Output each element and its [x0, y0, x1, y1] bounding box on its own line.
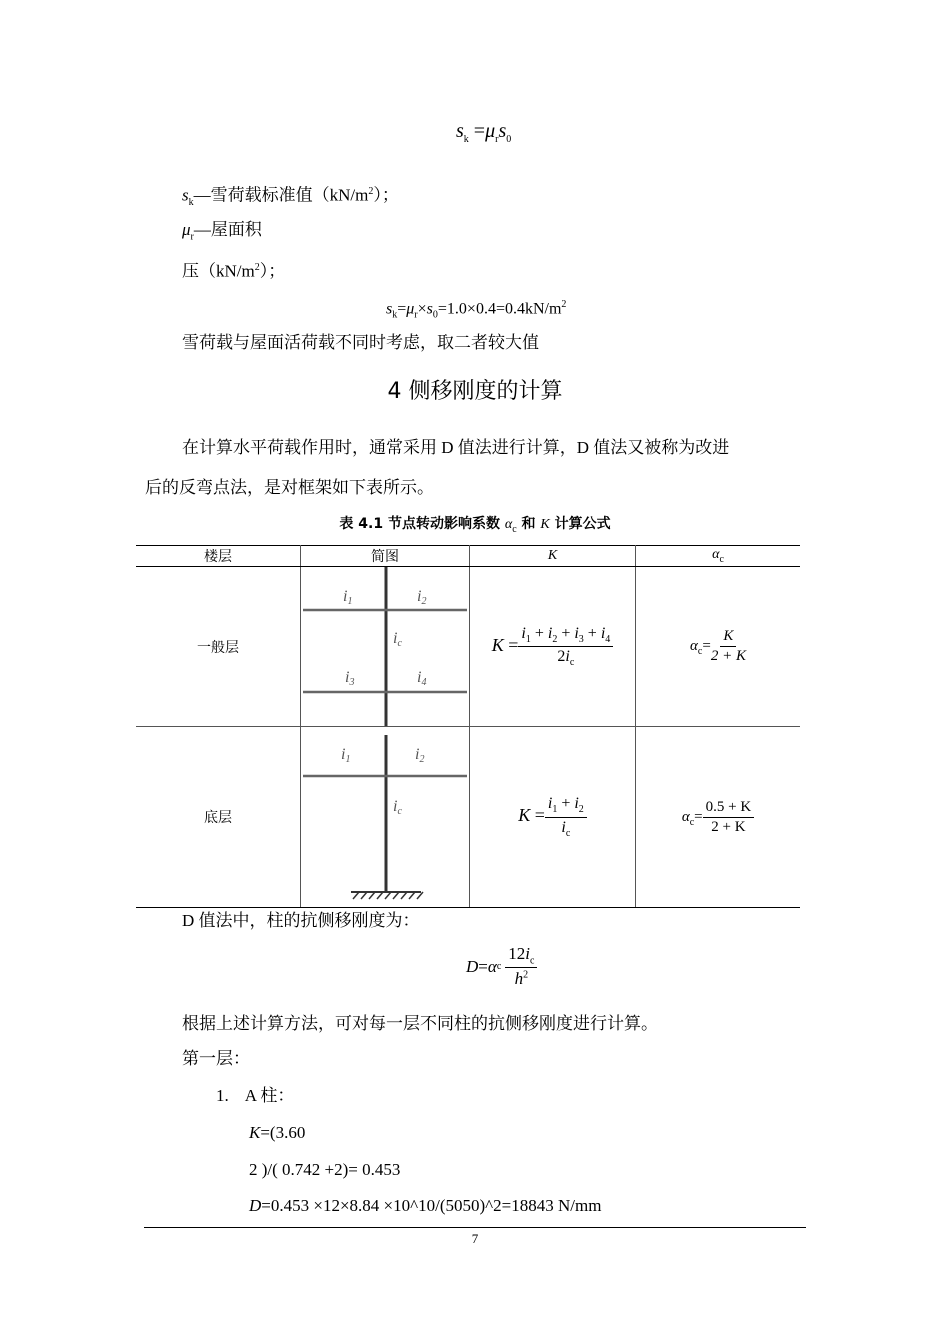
k-formula-cell	[470, 567, 636, 727]
svg-text:i3	[345, 669, 354, 688]
k-num-plus: +	[557, 795, 575, 813]
formula-sub: 0	[506, 134, 512, 145]
k-num-i: i	[547, 624, 553, 642]
diagram-i: i	[393, 798, 398, 815]
d-method-intro: D 值法中，柱的抗侧移刚度为：	[182, 911, 420, 930]
k-calc-rest: =(3.60	[260, 1123, 306, 1142]
k-num-i: i	[574, 795, 579, 813]
d-calc-rest: =0.453 ×12×8.84 ×10^10/(5050)^2=18843 N/mm	[261, 1196, 602, 1215]
alpha-denominator: 2 + K	[710, 648, 746, 664]
formula-sub: r	[495, 134, 499, 145]
alpha-fraction	[711, 628, 746, 665]
svg-text:i1	[341, 746, 350, 765]
k-lhs: K	[518, 805, 531, 826]
k-num-sub: 4	[605, 634, 611, 645]
calc-s: s	[386, 300, 393, 318]
header-floor: 楼层	[136, 546, 301, 567]
diagram-sub: 2	[421, 596, 427, 607]
section-title: 4 侧移刚度的计算	[387, 379, 563, 404]
k-numerator	[545, 795, 587, 817]
diagram-i: i	[415, 746, 420, 763]
d-calc-line	[249, 1195, 601, 1217]
def-sup: 2	[254, 262, 260, 273]
diagram-sub: 1	[347, 596, 353, 607]
d-num-n: 12	[508, 944, 526, 963]
def-tail: ）；	[259, 261, 286, 281]
calc-s0: s	[426, 300, 433, 318]
ground-floor-diagram	[301, 727, 467, 907]
alpha-lhs: α	[681, 808, 690, 825]
intro-paragraph-line2: 后的反弯点法，是对框架如下表所示。	[145, 478, 434, 497]
floor-cell: 一般层	[136, 567, 301, 727]
snow-note: 雪荷载与屋面活荷载不同时考虑，取二者较大值	[182, 333, 539, 352]
header-alpha	[636, 546, 801, 567]
k-formula-cell	[470, 727, 636, 908]
alpha-numerator: 0.5 + K	[703, 799, 755, 818]
caption-alpha-sub: c	[512, 523, 517, 535]
def-text: —屋面积	[193, 220, 262, 239]
caption-k: K	[540, 517, 550, 532]
d-num-i: i	[525, 944, 530, 963]
svg-text:ic	[393, 798, 402, 817]
d-formula	[466, 944, 537, 989]
calc-sub: r	[414, 309, 418, 321]
d-alpha: α	[487, 956, 497, 976]
formula-eq: =	[473, 120, 486, 142]
diagram-i: i	[345, 669, 350, 686]
header-diagram: 简图	[301, 546, 470, 567]
k-den-sub: c	[565, 827, 571, 839]
diagram-cell	[301, 567, 470, 727]
calc-sub: k	[392, 309, 398, 321]
definition-pressure	[182, 257, 285, 283]
method-text: 根据上述计算方法，可对每一层不同柱的抗侧移刚度进行计算。	[182, 1014, 658, 1033]
diagram-cell	[301, 727, 470, 908]
def-sub: k	[188, 197, 194, 209]
def-symbol: μ	[182, 220, 191, 239]
diagram-i: i	[341, 746, 346, 763]
intro-paragraph-line1: 在计算水平荷载作用时，通常采用 D 值法进行计算，D 值法又被称为改进	[182, 438, 730, 457]
svg-text:i4	[417, 669, 426, 688]
k-lhs: K	[491, 634, 504, 655]
k-fraction	[518, 625, 613, 668]
alpha-eq: =	[694, 808, 703, 825]
d-den-h: h	[514, 969, 524, 989]
svg-text:i1	[343, 588, 352, 607]
k-num-i: i	[574, 624, 579, 642]
table-caption	[0, 513, 950, 535]
alpha-formula-cell	[636, 727, 801, 908]
k-eq: =	[534, 805, 545, 826]
d-denominator	[515, 968, 529, 989]
diagram-sub: 1	[345, 754, 351, 765]
k-denominator	[561, 818, 570, 839]
diagram-sub: 3	[349, 677, 355, 688]
list-item-a-column	[216, 1085, 294, 1107]
alpha-denominator: 2 + K	[711, 818, 746, 835]
k-den-i: i	[565, 648, 570, 665]
d-numerator	[505, 944, 537, 968]
k-calc-sym: K	[249, 1123, 261, 1142]
k-num-sub: 1	[525, 634, 531, 645]
d-sym: D	[466, 956, 479, 976]
definition-mu	[182, 219, 262, 248]
alpha-eq: =	[702, 637, 711, 654]
alpha-formula-cell	[636, 567, 801, 727]
k-calc-line2: 2 )/( 0.742 +2)= 0.453	[249, 1160, 401, 1179]
def-symbol: s	[182, 185, 189, 205]
def-text: —雪荷载标准值（kN/m	[193, 185, 369, 205]
diagram-i: i	[417, 588, 422, 605]
list-label: A 柱：	[244, 1086, 295, 1105]
k-num-sub: 1	[552, 804, 558, 816]
caption-mid: 和	[516, 516, 541, 532]
diagram-sub: c	[397, 638, 402, 649]
calc-sup: 2	[561, 299, 567, 310]
alpha-sub: c	[697, 645, 703, 657]
formula-snow-load	[456, 120, 511, 145]
diagram-i: i	[417, 669, 422, 686]
k-num-plus: +	[583, 624, 601, 642]
caption-alpha: α	[504, 517, 513, 532]
alpha-fraction	[703, 799, 755, 836]
svg-text:i2	[415, 746, 424, 765]
list-number: 1.	[216, 1086, 229, 1105]
k-numerator	[518, 625, 613, 647]
diagram-sub: c	[397, 806, 402, 817]
floor-cell: 底层	[136, 727, 301, 908]
d-alpha-sub: c	[496, 961, 502, 973]
general-floor-diagram	[301, 567, 467, 726]
def-sup: 2	[368, 186, 374, 197]
k-num-sub: 2	[552, 634, 558, 645]
formula-sym: s	[456, 120, 464, 142]
def-sub: r	[190, 231, 194, 243]
k-num-i: i	[521, 624, 526, 642]
k-num-i: i	[600, 624, 606, 642]
coefficient-table	[136, 545, 800, 908]
d-den-sup: 2	[523, 969, 529, 981]
calc-times: ×	[417, 300, 427, 318]
k-num-plus: +	[557, 624, 575, 642]
alpha-numerator: K	[720, 628, 736, 647]
caption-pre: 表 4.1 节点转动影响系数	[339, 516, 505, 532]
formula-sym: s	[498, 120, 507, 142]
alpha-lhs: α	[690, 637, 698, 654]
calc-sub: 0	[432, 309, 438, 321]
caption-post: 计算公式	[549, 516, 611, 532]
k-num-i: i	[547, 795, 553, 813]
formula-sub: k	[463, 134, 469, 145]
k-denominator	[557, 647, 574, 668]
k-calc-line1	[249, 1122, 305, 1144]
k-den-i: i	[561, 818, 566, 836]
k-num-sub: 2	[578, 804, 584, 816]
diagram-i: i	[343, 588, 348, 605]
formula-mu: μ	[485, 120, 496, 142]
alpha-sub: c	[689, 816, 695, 828]
diagram-i: i	[393, 630, 398, 647]
d-num-sub: c	[530, 955, 535, 967]
k-den-sub: c	[569, 657, 575, 669]
d-calc-sym: D	[249, 1196, 262, 1215]
table-row	[136, 727, 800, 908]
snow-calculation	[386, 294, 566, 327]
k-fraction	[545, 795, 587, 838]
table-row	[136, 567, 800, 727]
header-alpha-sym: α	[712, 547, 720, 563]
svg-text:i2	[417, 588, 426, 607]
calc-mu: μ	[406, 300, 415, 318]
table-header-row	[136, 546, 800, 567]
svg-text:ic	[393, 630, 402, 649]
def-tail: ）；	[373, 185, 399, 205]
k-eq: =	[508, 634, 519, 655]
def-text: 压（kN/m	[182, 261, 255, 281]
header-k: K	[470, 546, 636, 567]
diagram-sub: 4	[421, 677, 427, 688]
first-floor-heading: 第一层：	[182, 1049, 250, 1068]
header-alpha-sub: c	[719, 553, 724, 565]
calc-eq: =	[397, 300, 407, 318]
page-number: 7	[471, 1231, 479, 1246]
diagram-sub: 2	[419, 754, 425, 765]
definition-sk	[182, 181, 399, 214]
d-eq: =	[478, 956, 488, 976]
footer-rule	[144, 1227, 806, 1228]
k-den-n: 2	[557, 648, 566, 665]
k-num-plus: +	[530, 624, 548, 642]
d-fraction	[505, 944, 537, 989]
calc-rest: =1.0×0.4=0.4kN/m	[437, 300, 562, 318]
k-num-sub: 3	[578, 634, 584, 645]
